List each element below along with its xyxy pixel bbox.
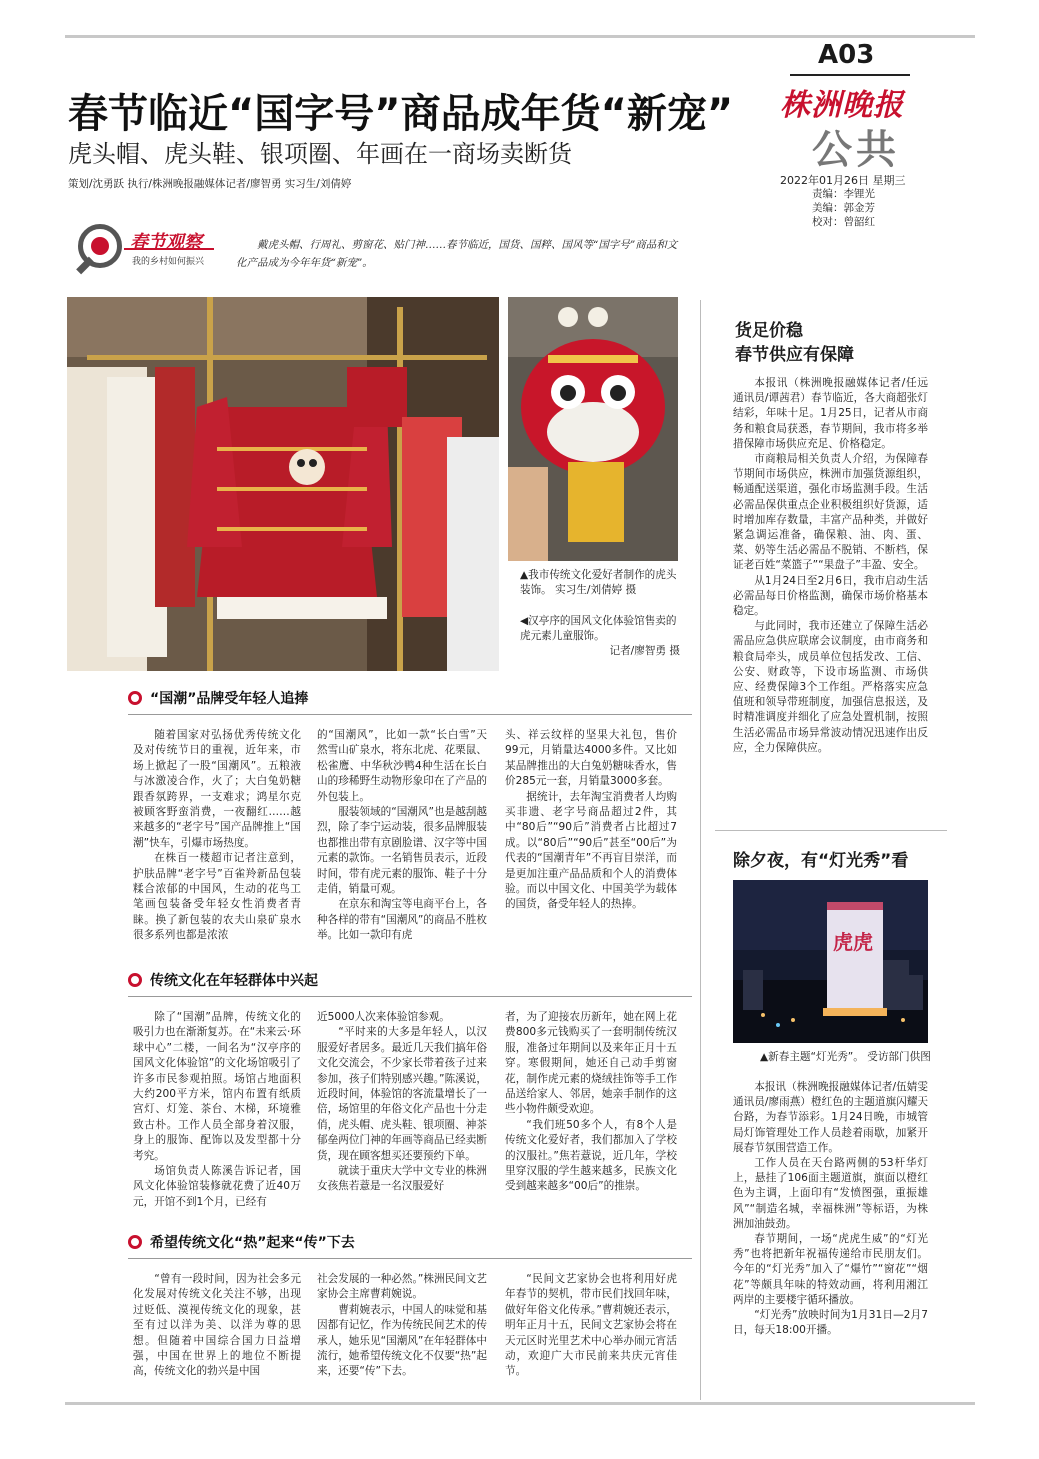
section2-col2: [317, 1010, 487, 1195]
credits-line: 策划/沈勇跃 执行/株洲晚报融媒体记者/廖智勇 实习生/刘倩婷: [68, 178, 352, 190]
section1-col3: [505, 728, 677, 913]
section-heading-3: 希望传统文化“热”起来“传”下去: [128, 1232, 355, 1252]
paragraph: 本报讯（株洲晚报融媒体记者/伍婧雯 通讯员/廖雨燕）橙红色的主题道旗闪耀天台路，为春节添彩。1月24日晚，市城管局灯饰管理处工作人员趁着雨歇，加紧开展春节氛围营造工作。: [733, 1081, 928, 1154]
kids-clothing-illustration: [67, 297, 499, 671]
paragraph: 在京东和淘宝等电商平台上，各种各样的带有“国潮风”的商品不胜枚举。比如一款印有虎: [317, 898, 487, 942]
section-bullet-icon: [128, 973, 142, 987]
building-banner-text: 虎虎: [833, 930, 873, 954]
date-line: 2022年01月26日 星期三: [780, 174, 906, 187]
paragraph: 本报讯（株洲晚报融媒体记者/任远 通讯员/谭茜君）春节临近，各大商超张灯结彩，年味十足。1月25日，记者从市商务和粮食局获悉，春节期间，我市将多举措保障市场供应充足、价格稳定。: [733, 377, 928, 450]
light-show-illustration: [733, 880, 928, 1043]
bottom-rule: [65, 1402, 975, 1405]
light-show-caption: ▲新春主题“灯光秀”。 受访部门供图: [760, 1051, 931, 1063]
paragraph: 近5000人次来体验馆参观。: [317, 1011, 450, 1023]
column-badge: [76, 222, 216, 278]
section1-col2: [317, 728, 487, 944]
paragraph: 除了“国潮”品牌，传统文化的吸引力也在渐渐复苏。在“未来云·环球中心”二楼，一间名为“汉亭序的国风文化体验馆”的文化场馆吸引了许多市民参观拍照。场馆占地面积大约200平方米，馆内布置有纸质宫灯、灯笼、茶台、木梯，环境雅致古朴。工作人员全部身着汉服，身上的服饰、配饰以及发型都十分考究。: [133, 1011, 301, 1162]
section2-col3: [505, 1010, 677, 1195]
badge-title: 春节观察: [130, 232, 202, 253]
section-divider-3: [128, 1258, 692, 1259]
paragraph: “平时来的大多是年轻人，以汉服爱好者居多。最近几天我们搞年俗文化交流会，不少家长带着孩子过来参加，孩子们特别感兴趣。”陈溪说，近段时间，体验馆的客流量增长了一倍，场馆里的年俗文化产品也十分走俏，虎头帽、虎头鞋、银项圈、神茶郁垒两位门神的年画等商品已经卖断货，现在顾客想买还要预约下单。: [317, 1026, 487, 1162]
section-bullet-icon: [128, 691, 142, 705]
badge-tagline: 我的乡村如何振兴: [132, 257, 205, 267]
paragraph: “民间文艺家协会也将利用好虎年春节的契机，带市民们找回年味，做好年俗文化传承。”曹莉婉还表示，明年正月十五，民间文艺家协会将在天元区时光里艺术中心举办闹元宵活动，欢迎广大市民前来共庆元宵佳节。: [505, 1273, 677, 1378]
sidebar-divider: [700, 300, 701, 1400]
kids-clothing-photo: [67, 297, 499, 671]
headline: 春节临近“国字号”商品成年货“新宠”: [68, 91, 734, 137]
paragraph: 随着国家对弘扬优秀传统文化及对传统节日的重视，近年来，市场上掀起了一股“国潮风”。五粮液与冰激凌合作，火了；大白兔奶糖跟香氛跨界，一支难求；鸿星尔克被顾客野蛮消费，一夜翻红……越来越多的“老字号”国产品牌推上“国潮”快车，引爆市场热度。: [133, 729, 301, 849]
paragraph: 者，为了迎接农历新年，她在网上花费800多元钱购买了一套明制传统汉服，准备过年期间以及来年正月十五穿。寒假期间，她还自己动手剪窗花，制作虎元素的烧绒挂饰等手工作品送给家人、邻居，她亲手制作的这些小物件颇受欢迎。: [505, 1011, 677, 1116]
paragraph: 曹莉婉表示，中国人的味觉和基因都有记忆，作为传统民间艺术的传承人，她乐见“国潮风”在年轻群体中流行，她希望传统文化不仅要“热”起来，还要“传”下去。: [317, 1303, 487, 1378]
section-bullet-icon: [128, 1235, 142, 1249]
paragraph: 与此同时，我市还建立了保障生活必需品应急供应联席会议制度，由市商务和粮食局牵头，成员单位包括发改、工信、公安、财政等，下设市场监测、市场供应、经费保障3个工作组。严格落实应急值班和领导带班制度，加强信息报送，及时精准调度并细化了应急处置机制，按照生活必需品市场异常波动情况迅速作出反应，全力保障供应。: [733, 620, 928, 754]
sidebar1-title-line1: 货足价稳: [735, 321, 803, 341]
paragraph: 社会发展的一种必然。”株洲民间文艺家协会主席曹莉婉说。: [317, 1273, 487, 1301]
light-show-photo: [733, 880, 928, 1043]
editor-line: 责编：李锂光: [812, 188, 875, 200]
subheadline: 虎头帽、虎头鞋、银项圈、年画在一商场卖断货: [68, 140, 572, 168]
paragraph: 据统计，去年淘宝消费者人均购买非遗、老字号商品超过2件，其中“80后”“90后”消费者占比超过7成。以“80后”“90后”甚至“00后”为代表的“国潮青年”不再盲目崇洋，而是更加注重产品品质和个人的消费体验。而以中国文化、中国美学为载体的国货，备受年轻人的热捧。: [505, 790, 677, 911]
top-rule: [65, 35, 975, 38]
masthead-rule: [790, 74, 910, 76]
paragraph: 服装领域的“国潮风”也是越刮越烈，除了李宁运动装，很多品牌服装也都推出带有京剧脸谱、汉字等中国元素的款饰。一名销售员表示，近段时间，带有虎元素的服饰、鞋子十分走俏，销量可观。: [317, 806, 487, 896]
kids-clothing-credit: 记者/廖智勇 摄: [609, 645, 680, 657]
section3-col2: [317, 1272, 487, 1380]
designer-line: 美编：郭金芳: [812, 202, 875, 214]
section2-col1: [133, 1010, 301, 1210]
proofreader-line: 校对：曾韶红: [812, 216, 875, 228]
tiger-head-photo: [508, 297, 678, 561]
paragraph: 就读于重庆大学中文专业的株洲女孩焦若薏是一名汉服爱好: [317, 1165, 487, 1193]
paper-logo: 株洲晚报: [780, 88, 904, 123]
section1-col1: [133, 728, 301, 944]
paragraph: “曾有一段时间，因为社会多元化发展对传统文化关注不够，出现过贬低、漠视传统文化的现象，甚至有过以洋为美、以洋为尊的思想。但随着中国综合国力日益增强，中国在世界上的地位不断提高，传统文化的勃兴是中国: [133, 1273, 301, 1378]
section-divider-2: [128, 996, 692, 997]
paragraph: 从1月24日至2月6日，我市启动生活必需品每日价格监测，确保市场价格基本稳定。: [733, 574, 928, 618]
paragraph: 的“国潮风”，比如一款“长白雪”天然雪山矿泉水，将东北虎、花栗鼠、松雀鹰、中华秋沙鸭4种生活在长白山的珍稀野生动物形象印在了产品的外包装上。: [317, 729, 487, 803]
paragraph: 在株百一楼超市记者注意到，护肤品牌“老字号”百雀羚新品包装糅合浓郁的中国风，生动的花鸟工笔画包装备受年轻女性消费者青睐。换了新包装的农夫山泉矿泉水很多系列也都是浓浓: [133, 852, 301, 942]
tiger-head-caption: ▲我市传统文化爱好者制作的虎头装饰。 实习生/刘倩婷 摄: [520, 569, 677, 596]
sidebar1-title-line2: 春节供应有保障: [735, 345, 854, 365]
paragraph: 市商粮局相关负责人介绍，为保障春节期间市场供应，株洲市加强货源组织，畅通配送渠道，强化市场监测手段。生活必需品保供重点企业积极组织好货源，适时增加库存数量，丰富产品种类，并做好紧急调运准备，确保粮、油、肉、蛋、菜、奶等生活必需品不脱销、不断档，保证老百姓“菜篮子”“果盘子”丰盈、安全。: [733, 453, 928, 572]
lead-paragraph: 戴虎头帽、行周礼、剪窗花、贴门神……春节临近，国货、国粹、国风等“国字号”商品和文化产品成为今年年货“新宠”。: [236, 239, 678, 269]
tiger-head-illustration: [508, 297, 678, 561]
paragraph: 工作人员在天台路两侧的53杆华灯上，悬挂了106面主题道旗，旗面以橙红色为主调，上面印有“发愤图强，重振雄风”“制造名城，幸福株洲”等标语，为株洲加油鼓劲。: [733, 1157, 928, 1230]
paragraph: 场馆负责人陈溪告诉记者，国风文化体验馆装修就花费了近40万元，开馆不到1个月，已经有: [133, 1165, 301, 1208]
sidebar2-divider: [715, 830, 947, 831]
kids-clothing-caption: ◀汉亭序的国风文化体验馆售卖的虎元素儿童服饰。: [520, 615, 677, 642]
section-name: 公共: [812, 126, 900, 173]
paragraph: 春节期间，一场“虎虎生威”的“灯光秀”也将把新年祝福传递给市民朋友们。今年的“灯光秀”加入了“爆竹”“窗花”“烟花”等颇具年味的特效动画，将利用湘江两岸的主要楼宇循环播放。: [733, 1233, 928, 1306]
paragraph: 头、祥云纹样的坚果大礼包，售价99元，月销量达4000多件。又比如某品牌推出的大白兔奶糖味香水，售价285元一套，月销量3000多套。: [505, 729, 677, 788]
sidebar1-body: [733, 376, 928, 756]
paragraph: “灯光秀”放映时间为1月31日—2月7日，每天18:00开播。: [733, 1309, 928, 1337]
sidebar2-body: [733, 1080, 928, 1338]
section-divider-1: [128, 714, 692, 715]
section3-col1: [133, 1272, 301, 1380]
page-number: A03: [818, 40, 875, 70]
section3-col3: [505, 1272, 677, 1380]
paragraph: “我们班50多个人，有8个人是传统文化爱好者，我们都加入了学校的汉服社。”焦若薏说，近几年，学校里穿汉服的学生越来越多，民族文化受到越来越多“00后”的推崇。: [505, 1118, 677, 1193]
section-heading-2: 传统文化在年轻群体中兴起: [128, 970, 318, 990]
section-heading-1: “国潮”品牌受年轻人追捧: [128, 688, 308, 708]
sidebar2-title: 除夕夜，有“灯光秀”看: [733, 851, 909, 871]
